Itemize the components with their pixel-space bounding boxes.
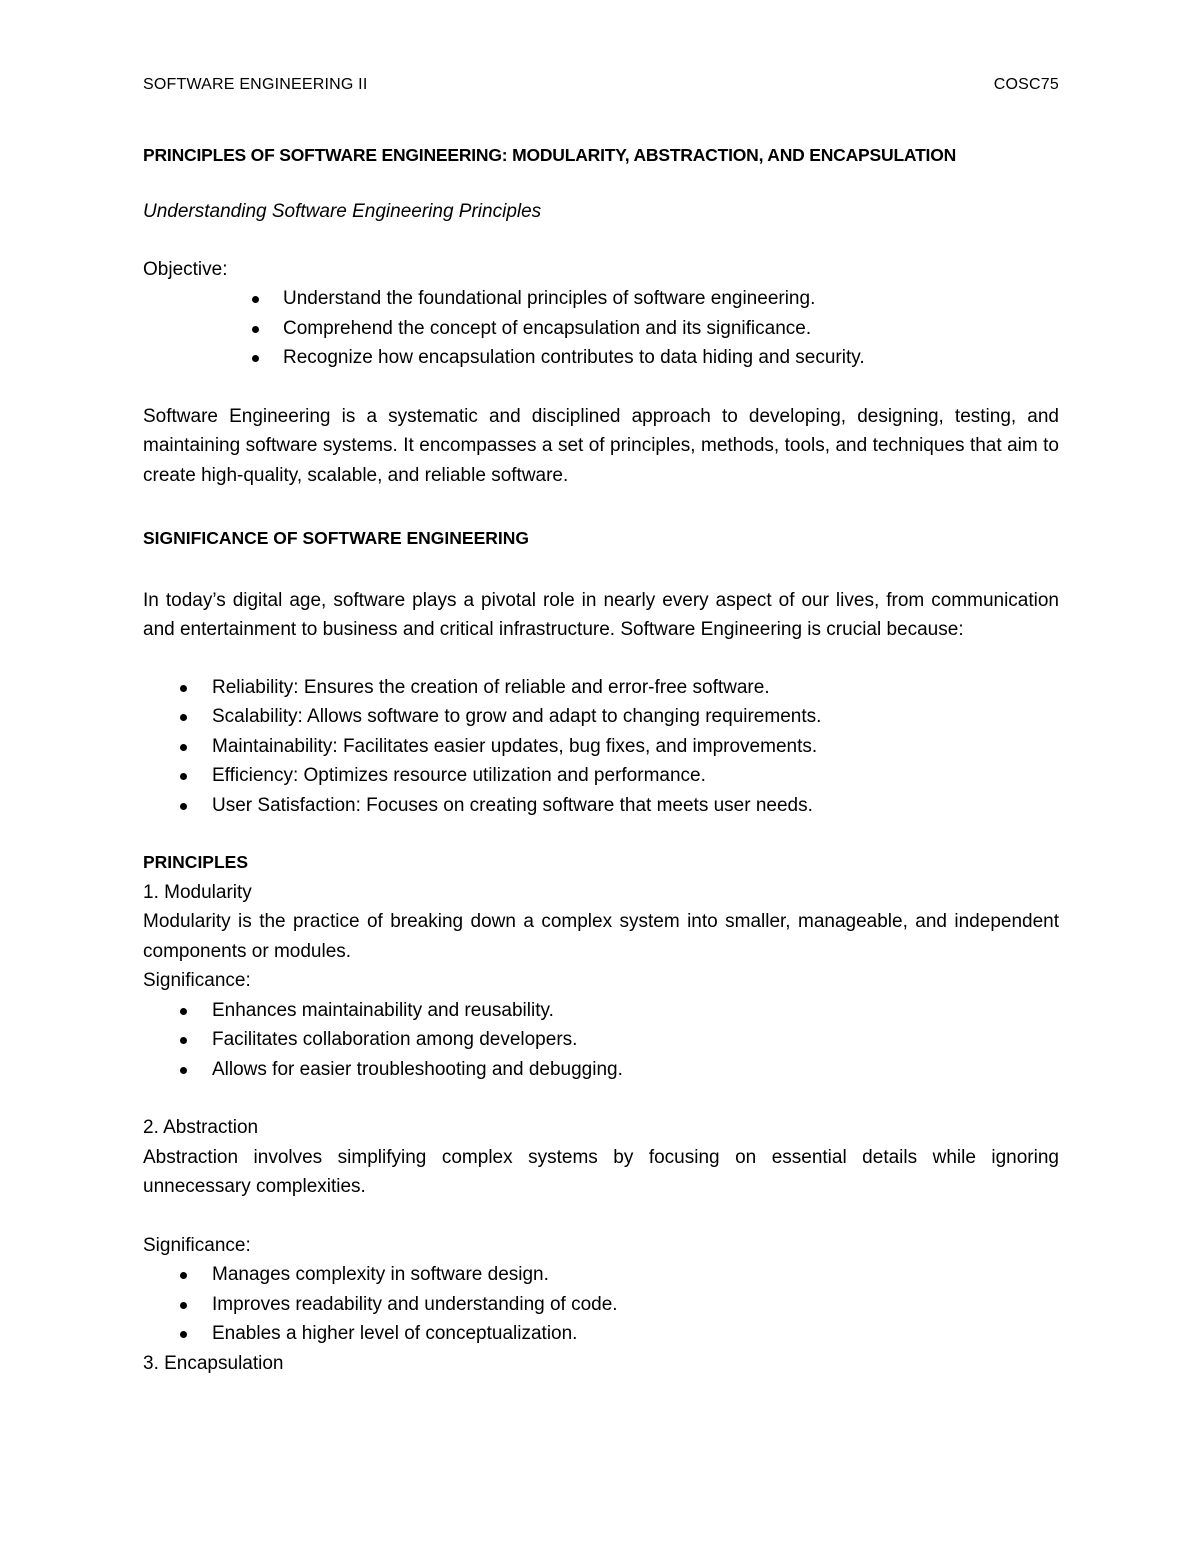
- header-course-name: SOFTWARE ENGINEERING II: [143, 76, 368, 93]
- significance-paragraph: In today’s digital age, software plays a pivotal role in nearly every aspect of our lives, from communication and entertainment to business and critical infrastructure. Software Engineering is crucial because:: [143, 589, 1059, 640]
- significance-heading: SIGNIFICANCE OF SOFTWARE ENGINEERING: [143, 528, 529, 548]
- header-course-code: COSC75: [993, 76, 1059, 93]
- list-item: Maintainability: Facilitates easier updates, bug fixes, and improvements.: [143, 732, 1059, 762]
- list-item: Efficiency: Optimizes resource utilization and performance.: [143, 761, 1059, 791]
- modularity-significance-list: [143, 996, 1059, 1085]
- document-title: PRINCIPLES OF SOFTWARE ENGINEERING: MODULARITY, ABSTRACTION, AND ENCAPSULATION: [143, 145, 957, 165]
- list-item: Scalability: Allows software to grow and adapt to changing requirements.: [143, 702, 1059, 732]
- list-item: Understand the foundational principles of software engineering.: [143, 284, 1059, 314]
- list-item: Improves readability and understanding of code.: [143, 1290, 1059, 1320]
- running-header: [143, 74, 1059, 96]
- modularity-significance-label: Significance:: [143, 970, 251, 991]
- encapsulation-title: 3. Encapsulation: [143, 1352, 284, 1374]
- modularity-paragraph: Modularity is the practice of breaking down a complex system into smaller, manageable, and independent components or modules.: [143, 911, 1059, 962]
- list-item: Enhances maintainability and reusability.: [143, 996, 1059, 1026]
- list-item: User Satisfaction: Focuses on creating software that meets user needs.: [143, 791, 1059, 821]
- objective-list: [143, 284, 1059, 373]
- list-item: Reliability: Ensures the creation of reliable and error-free software.: [143, 673, 1059, 703]
- list-item: Recognize how encapsulation contributes to data hiding and security.: [143, 343, 1059, 373]
- intro-paragraph: Software Engineering is a systematic and disciplined approach to developing, designing, testing, and maintaining software systems. It encompasses a set of principles, methods, tools, and techniques that aim to create high-quality, scalable, and reliable software.: [143, 405, 1059, 486]
- principles-heading: PRINCIPLES: [143, 852, 249, 872]
- list-item: Comprehend the concept of encapsulation and its significance.: [143, 314, 1059, 344]
- page-content: [143, 74, 1059, 1378]
- significance-list: [143, 673, 1059, 821]
- list-item: Enables a higher level of conceptualization.: [143, 1319, 1059, 1349]
- modularity-title: 1. Modularity: [143, 881, 252, 903]
- abstraction-significance-label: Significance:: [143, 1234, 251, 1256]
- abstraction-significance-list: [143, 1260, 1059, 1349]
- list-item: Allows for easier troubleshooting and debugging.: [143, 1055, 1059, 1085]
- document-subtitle: Understanding Software Engineering Principles: [143, 201, 542, 222]
- list-item: Facilitates collaboration among developers.: [143, 1025, 1059, 1055]
- abstraction-paragraph: Abstraction involves simplifying complex systems by focusing on essential details while ignoring unnecessary complexities.: [143, 1146, 1059, 1197]
- objective-label: Objective:: [143, 258, 228, 280]
- abstraction-title: 2. Abstraction: [143, 1117, 259, 1138]
- list-item: Manages complexity in software design.: [143, 1260, 1059, 1290]
